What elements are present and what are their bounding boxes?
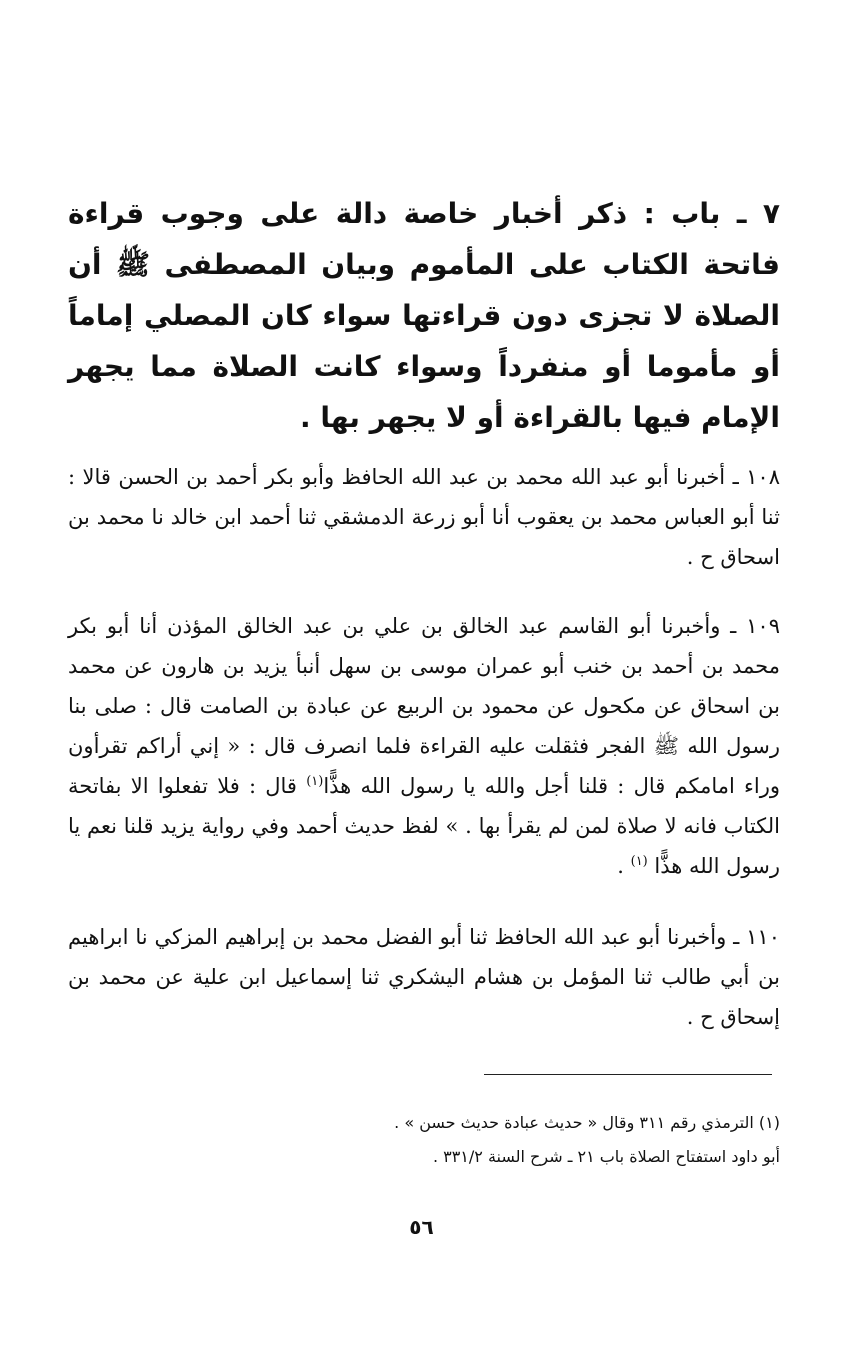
footnote-separator-line [484, 1074, 772, 1075]
chapter-heading: ٧ ـ باب : ذكر أخبار خاصة دالة على وجوب قراءة فاتحة الكتاب على المأموم وبيان المصطفى ﷺ أن الصلاة لا تجزى دون قراءتها سواء كان المصلي إماماً أو مأموما أو منفرداً وسواء كانت الصلاة مما يجهر الإمام فيها بالقراءة أو لا يجهر بها . [68, 197, 780, 434]
footnote-marker: (١) [630, 854, 648, 869]
page-number: ٥٦ [409, 1215, 434, 1239]
hadith-109-text-part-1: ١٠٩ ـ وأخبرنا أبو القاسم عبد الخالق بن علي بن عبد الخالق المؤذن أنا أبو بكر محمد بن أحمد بن خنب أبو عمران موسى بن سهل أنبأ يزيد بن هارون عن محمد بن اسحاق عن مكحول عن محمود بن الربيع عن عبادة بن الصامت قال : صلى بنا رسول الله ﷺ الفجر فثقلت عليه القراءة فلما انصرف قال : « إني أراكم تقرأون وراء امامكم قال : قلنا أجل والله يا رسول الله هذًّا [68, 614, 780, 798]
footnote-marker: (١) [306, 774, 324, 789]
hadith-109-paragraph [68, 606, 780, 886]
hadith-109-text-part-3: . [617, 854, 631, 878]
footnote-line-1: (١) الترمذي رقم ٣١١ وقال « حديث عبادة حديث حسن » . [394, 1113, 780, 1132]
footnote-line-2: أبو داود استفتاح الصلاة باب ٢١ ـ شرح السنة ٣٣١/٢ . [432, 1147, 780, 1166]
footnotes-section [68, 1106, 780, 1174]
hadith-110-paragraph: ١١٠ ـ وأخبرنا أبو عبد الله الحافظ ثنا أبو الفضل محمد بن إبراهيم المزكي نا ابراهيم بن أبي طالب ثنا المؤمل بن هشام اليشكري ثنا إسماعيل ابن علية عن محمد بن إسحاق ح . [68, 925, 780, 1029]
hadith-109-text-part-2: قال : فلا تفعلوا الا بفاتحة الكتاب فانه لا صلاة لمن لم يقرأ بها . » لفظ حديث أحمد وفي رواية يزيد قلنا نعم يا رسول الله هذًّا [68, 774, 780, 878]
hadith-108-paragraph: ١٠٨ ـ أخبرنا أبو عبد الله محمد بن عبد الله الحافظ وأبو بكر أحمد بن الحسن قالا : ثنا أبو العباس محمد بن يعقوب أنا أبو زرعة الدمشقي ثنا أحمد ابن خالد نا محمد بن اسحاق ح . [68, 465, 780, 569]
